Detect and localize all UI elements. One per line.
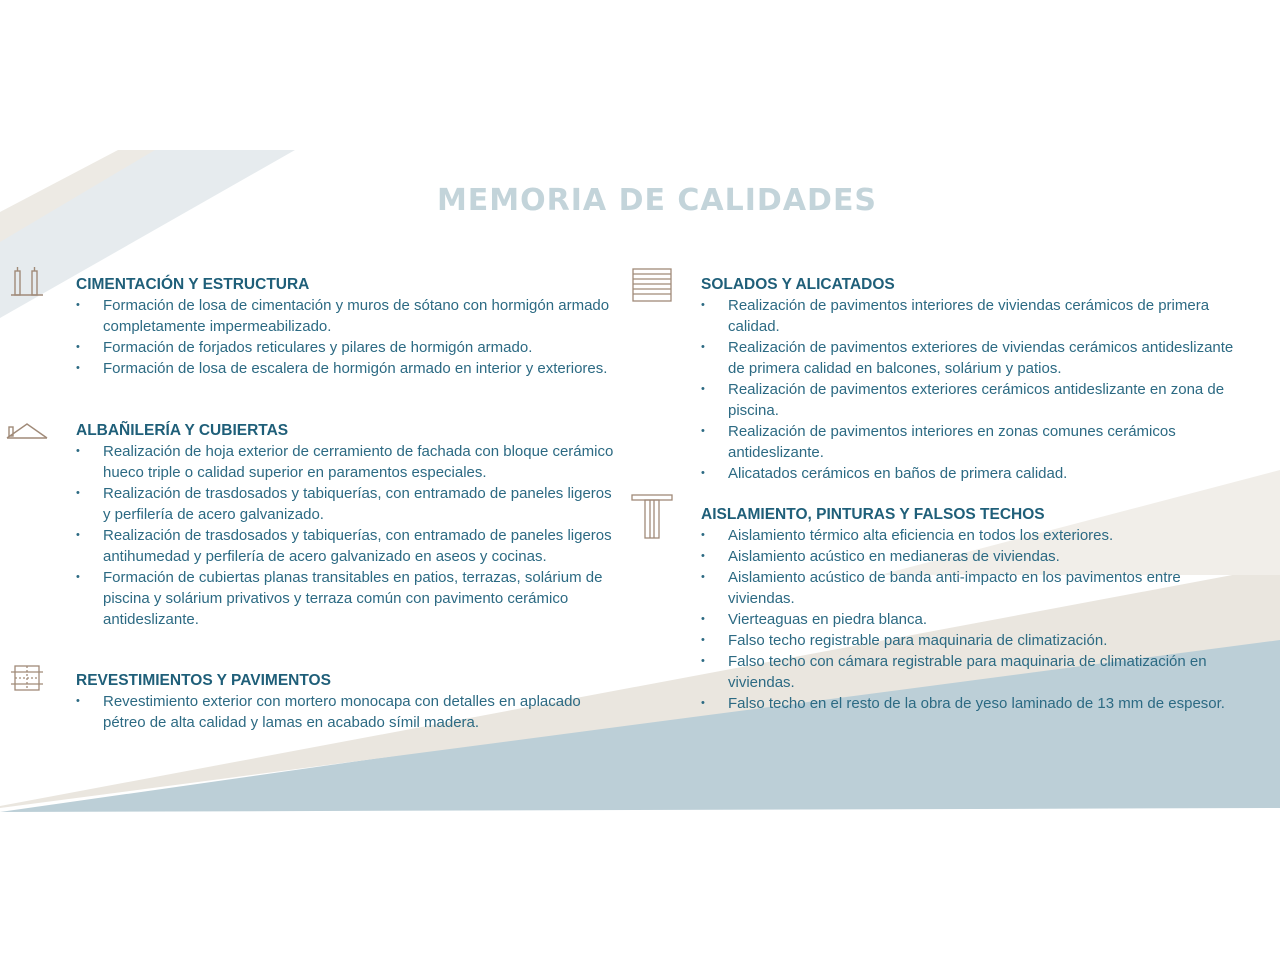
section-title: REVESTIMIENTOS Y PAVIMENTOS xyxy=(76,672,331,689)
page-title: MEMORIA DE CALIDADES xyxy=(436,183,878,218)
roof-icon xyxy=(5,421,49,441)
list-item: • Aislamiento térmico alta eficiencia en todos los exteriores. xyxy=(701,525,1246,546)
section-aislamiento xyxy=(701,504,1246,714)
list-item: • Falso techo registrable para maquinaria de climatización. xyxy=(701,630,1246,651)
list-item: • Vierteaguas en piedra blanca. xyxy=(701,609,1246,630)
section-albanileria xyxy=(76,420,616,630)
list-item: • Alicatados cerámicos en baños de primera calidad. xyxy=(701,463,1246,484)
list-item: • Aislamiento acústico en medianeras de viviendas. xyxy=(701,546,1246,567)
list-item: • Realización de trasdosados y tabiquerías, con entramado de paneles ligeros antihumedad y perfilería de acero galvanizado en aseos y cocinas. xyxy=(76,525,616,567)
wall-frame-icon xyxy=(10,662,44,694)
section-title: SOLADOS Y ALICATADOS xyxy=(701,276,895,293)
list-item: • Formación de losa de escalera de hormigón armado en interior y exteriores. xyxy=(76,358,616,379)
list-item: • Realización de pavimentos exteriores cerámicos antideslizante en zona de piscina. xyxy=(701,379,1246,421)
item-list xyxy=(701,295,1246,484)
item-list xyxy=(701,525,1246,714)
tiles-icon xyxy=(632,268,672,302)
list-item: • Falso techo en el resto de la obra de yeso laminado de 13 mm de espesor. xyxy=(701,693,1246,714)
list-item: • Formación de forjados reticulares y pilares de hormigón armado. xyxy=(76,337,616,358)
list-item: • Formación de losa de cimentación y muros de sótano con hormigón armado completamente impermeabilizado. xyxy=(76,295,616,337)
list-item: • Realización de pavimentos exteriores de viviendas cerámicos antideslizante de primera calidad en balcones, solárium y patios. xyxy=(701,337,1246,379)
item-list xyxy=(76,441,616,630)
item-list xyxy=(76,691,616,733)
foundation-pillars-icon xyxy=(9,266,45,298)
list-item: • Aislamiento acústico de banda anti-impacto en los pavimentos entre viviendas. xyxy=(701,567,1246,609)
section-revestimientos xyxy=(76,670,616,733)
list-item: • Revestimiento exterior con mortero monocapa con detalles en aplacado pétreo de alta calidad y lamas en acabado símil madera. xyxy=(76,691,616,733)
list-item: • Formación de cubiertas planas transitables en patios, terrazas, solárium de piscina y solárium privativos y terraza común con pavimento cerámico antideslizante. xyxy=(76,567,616,630)
section-cimentacion xyxy=(76,274,616,379)
list-item: • Realización de trasdosados y tabiquerías, con entramado de paneles ligeros y perfilería de acero galvanizado. xyxy=(76,483,616,525)
section-title: CIMENTACIÓN Y ESTRUCTURA xyxy=(76,276,310,293)
ceiling-beam-icon xyxy=(631,494,673,540)
section-title: AISLAMIENTO, PINTURAS Y FALSOS TECHOS xyxy=(701,506,1045,523)
list-item: • Falso techo con cámara registrable para maquinaria de climatización en viviendas. xyxy=(701,651,1246,693)
list-item: • Realización de pavimentos interiores en zonas comunes cerámicos antideslizante. xyxy=(701,421,1246,463)
section-solados xyxy=(701,274,1246,484)
section-title: ALBAÑILERÍA Y CUBIERTAS xyxy=(76,422,289,439)
list-item: • Realización de pavimentos interiores de viviendas cerámicos de primera calidad. xyxy=(701,295,1246,337)
item-list xyxy=(76,295,616,379)
list-item: • Realización de hoja exterior de cerramiento de fachada con bloque cerámico hueco triple o calidad superior en paramentos especiales. xyxy=(76,441,616,483)
